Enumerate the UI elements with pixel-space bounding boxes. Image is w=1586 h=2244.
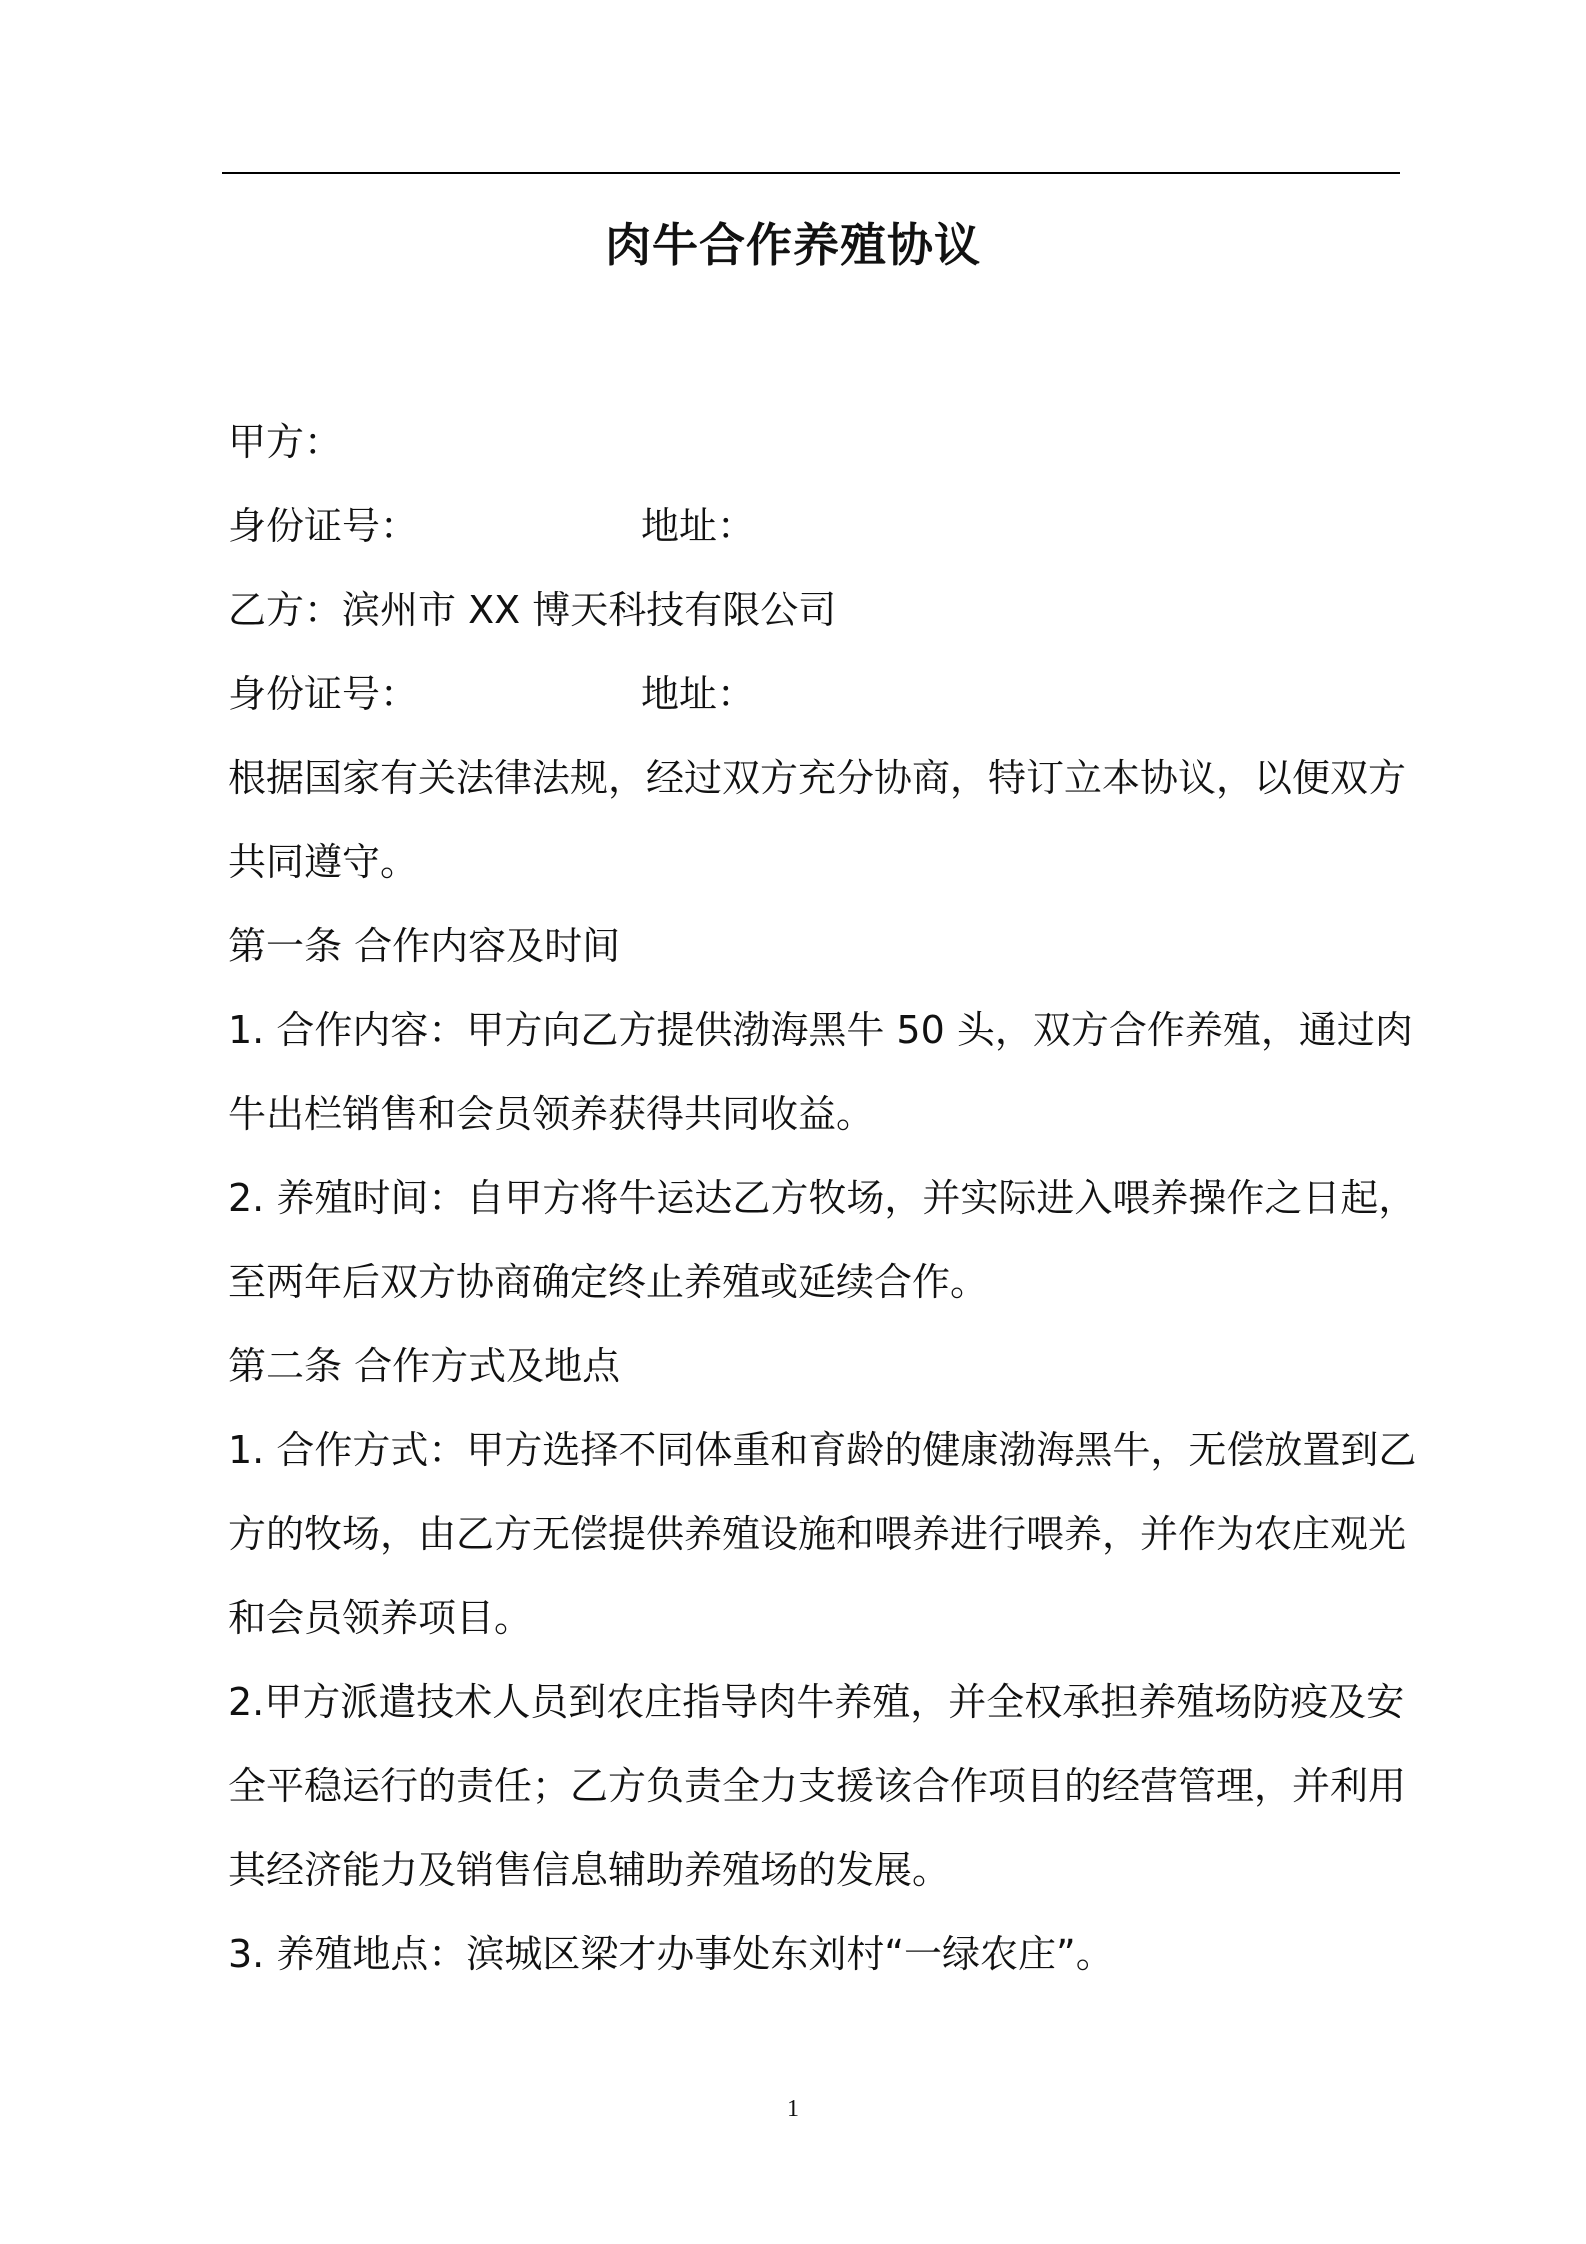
preamble-line-1: 根据国家有关法律法规，经过双方充分协商，特订立本协议，以便双方 [228, 756, 1407, 800]
article1-item2-line-1: 2. 养殖时间：自甲方将牛运达乙方牧场，并实际进入喂养操作之日起， [228, 1176, 1417, 1220]
article1-item2-line-2: 至两年后双方协商确定终止养殖或延续合作。 [228, 1260, 989, 1304]
article2-item1-line-3: 和会员领养项目。 [228, 1596, 533, 1640]
party-a-address-label: 地址： [641, 504, 756, 548]
party-b-address-label: 地址： [641, 672, 756, 716]
article1-heading: 第一条 合作内容及时间 [228, 924, 621, 968]
document-title: 肉牛合作养殖协议 [605, 218, 981, 272]
party-b-id-label: 身份证号： [228, 672, 419, 716]
article2-heading: 第二条 合作方式及地点 [228, 1344, 621, 1388]
preamble-line-2: 共同遵守。 [228, 840, 419, 884]
article1-item1-line-2: 牛出栏销售和会员领养获得共同收益。 [228, 1092, 875, 1136]
article2-item2-line-1: 2.甲方派遣技术人员到农庄指导肉牛养殖，并全权承担养殖场防疫及安 [228, 1680, 1405, 1724]
article2-item2-line-2: 全平稳运行的责任；乙方负责全力支援该合作项目的经营管理，并利用 [228, 1764, 1407, 1808]
article2-item1-line-1: 1. 合作方式：甲方选择不同体重和育龄的健康渤海黑牛，无偿放置到乙 [228, 1428, 1417, 1472]
article2-item1-line-2: 方的牧场，由乙方无偿提供养殖设施和喂养进行喂养，并作为农庄观光 [228, 1512, 1407, 1556]
article1-item1-line-1: 1. 合作内容：甲方向乙方提供渤海黑牛 50 头，双方合作养殖，通过肉 [228, 1008, 1413, 1052]
article2-item3-line-1: 3. 养殖地点：滨城区梁才办事处东刘村“一绿农庄”。 [228, 1932, 1114, 1976]
header-rule [222, 172, 1400, 174]
party-b-line: 乙方：滨州市 XX 博天科技有限公司 [228, 588, 837, 632]
party-b-id-row [228, 652, 1400, 736]
party-a-id-label: 身份证号： [228, 504, 419, 548]
party-a-line: 甲方： [228, 420, 343, 464]
document-body [228, 400, 1417, 1996]
page-number: 1 [787, 2096, 799, 2122]
party-a-id-row [228, 484, 1400, 568]
article2-item2-line-3: 其经济能力及销售信息辅助养殖场的发展。 [228, 1848, 951, 1892]
